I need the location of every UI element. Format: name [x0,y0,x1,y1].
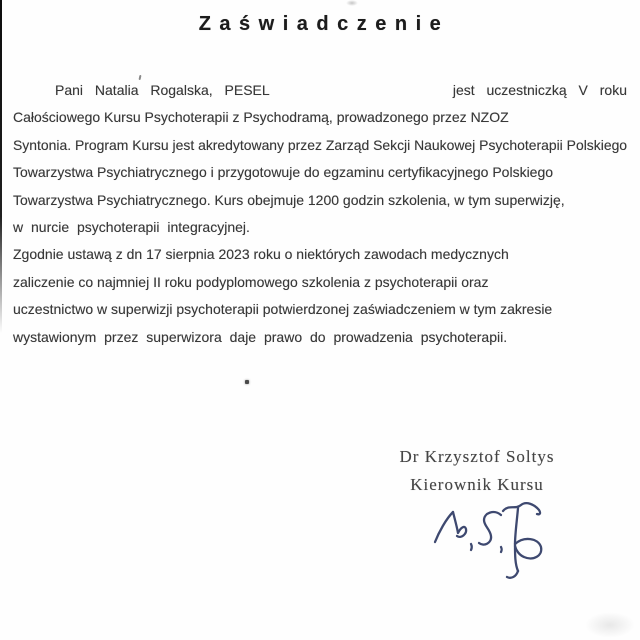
signature-stroke-initial-leg [435,512,453,542]
paragraph-2 [13,241,627,351]
scan-edge-artifact [0,0,2,333]
scan-smudge-bottom-right [585,612,635,638]
text-line: Syntonia. Program Kursu jest akredytowany przez Zarząd Sekcji Naukowej Psychoterapii Polskiego [13,136,628,153]
signature-stroke-tail [507,571,518,578]
text-line: Zgodnie ustawą z dn 17 sierpnia 2023 roku o niektórych zawodach medycznych [13,246,509,263]
first-line-left-text: Pani Natalia Rogalska, PESEL [55,82,270,98]
text-line: Całościowego Kursu Psychoterapii z Psychodramą, prowadzonego przez NZOZ [13,109,509,126]
scan-smudge-top [346,0,358,6]
text-line: zaliczenie co najmniej II roku podyplomowego szkolenia z psychoterapii oraz [13,273,489,290]
scan-speck-middle [245,380,249,384]
signatory-role: Kierownik Kursu [410,475,544,494]
signature-stroke-s-dot [501,547,502,552]
text-line: Towarzystwa Psychiatrycznego i przygotowuje do egzaminu certyfikacyjnego Polskiego [13,164,554,181]
signatory-block [357,443,597,499]
first-line-with-pesel-gap [13,77,627,104]
signature-stroke-comma [471,544,472,550]
body-text [13,77,627,351]
signatory-name: Dr Krzysztof Soltys [399,447,555,466]
signature-stroke-t-stem [515,508,518,571]
signature-stroke-t-crossbar [503,503,540,514]
signature-stroke-p-loop [515,539,541,558]
text-line: w nurcie psychoterapii integracyjnej. [13,219,250,236]
text-line: Towarzystwa Psychiatrycznego. Kurs obejmuje 1200 godzin szkolenia, w tym superwizję, [13,191,565,208]
first-line-right-text: jest uczestniczką V roku [452,82,627,98]
signature-stroke-s [479,512,501,545]
page-title: Zaświadczenie [198,13,450,35]
paragraph-1 [13,104,627,241]
text-line: uczestnictwo w superwizji psychoterapii potwierdzonej zaświadczeniem w tym zakresie [13,301,553,318]
handwritten-signature [415,498,565,593]
signature-stroke-initial-kick [453,512,466,537]
text-line: wystawionym przez superwizora daje prawo do prowadzenia psychoterapii. [13,328,508,345]
